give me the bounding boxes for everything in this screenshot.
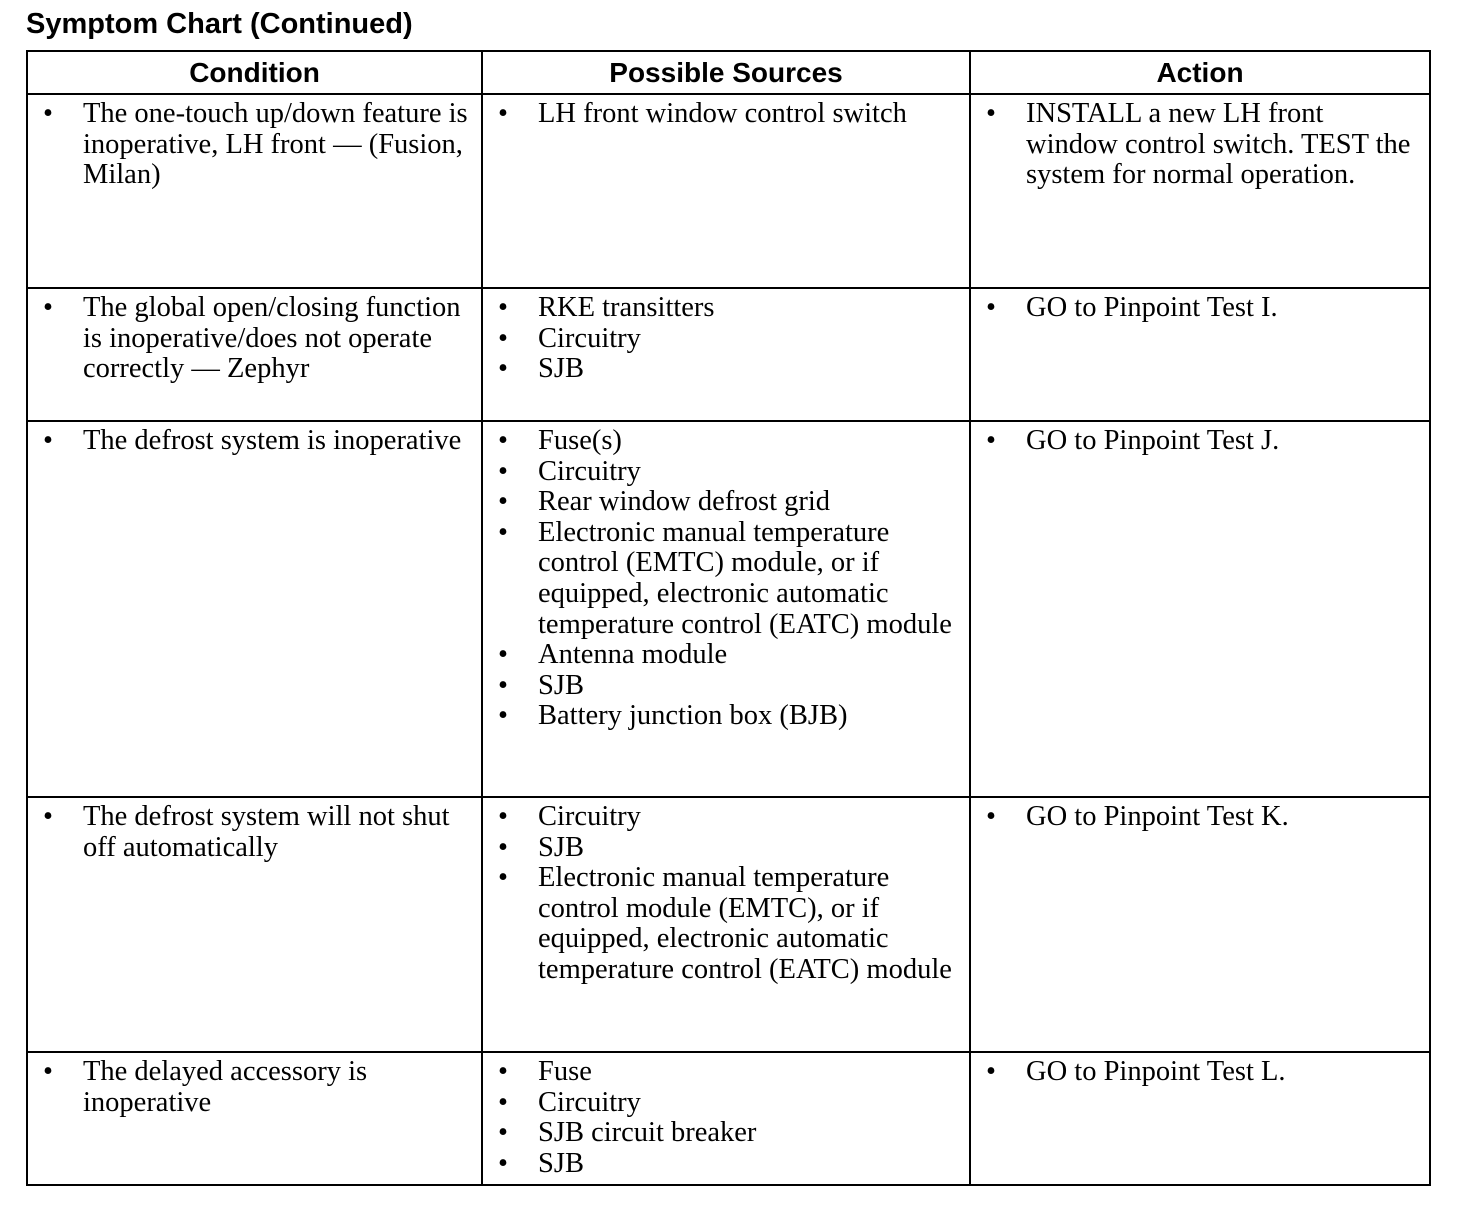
list-item xyxy=(28,426,471,457)
source-text: Circuitry xyxy=(538,455,641,487)
bullet-icon: • xyxy=(986,98,996,129)
source-text: Fuse(s) xyxy=(538,425,622,456)
list-item xyxy=(28,99,471,191)
table-row xyxy=(27,94,1430,288)
bullet-icon: • xyxy=(986,801,996,832)
condition-text: The delayed accessory is inoperative xyxy=(83,1056,368,1118)
list-item xyxy=(483,671,959,702)
list-item xyxy=(483,833,959,864)
action-text: GO to Pinpoint Test K. xyxy=(1026,801,1289,832)
bullet-icon: • xyxy=(498,1147,508,1179)
condition-text: The one-touch up/down feature is inoperative, LH front — (Fusion, Milan) xyxy=(83,98,468,191)
bullet-icon: • xyxy=(43,292,53,323)
sources-list xyxy=(483,289,969,389)
action-cell xyxy=(970,1052,1430,1185)
condition-cell xyxy=(27,421,482,797)
bullet-icon: • xyxy=(498,486,508,518)
sources-cell xyxy=(482,421,970,797)
source-text: SJB xyxy=(538,669,584,701)
bullet-icon: • xyxy=(986,292,996,323)
bullet-icon: • xyxy=(498,1117,508,1149)
list-item xyxy=(483,99,959,130)
bullet-icon: • xyxy=(498,669,508,701)
list-item xyxy=(483,324,959,355)
source-text: SJB circuit breaker xyxy=(538,1117,757,1149)
bullet-icon: • xyxy=(498,353,508,385)
bullet-icon: • xyxy=(43,1056,53,1087)
bullet-icon: • xyxy=(986,1056,996,1087)
condition-list xyxy=(28,1053,481,1122)
action-text: GO to Pinpoint Test I. xyxy=(1026,292,1278,323)
header-condition: Condition xyxy=(27,51,482,94)
list-item xyxy=(483,457,959,488)
symptom-chart-table xyxy=(26,50,1431,1186)
bullet-icon: • xyxy=(498,801,508,832)
list-item xyxy=(483,863,959,985)
action-text: INSTALL a new LH front window control switch. TEST the system for normal operation. xyxy=(1026,98,1411,191)
list-item xyxy=(483,426,959,457)
source-text: Antenna module xyxy=(538,639,728,671)
source-text: SJB xyxy=(538,831,584,863)
action-list xyxy=(971,798,1429,837)
sources-list xyxy=(483,95,969,134)
bullet-icon: • xyxy=(498,831,508,863)
list-item xyxy=(483,354,959,385)
source-text: Circuitry xyxy=(538,322,641,354)
source-text: Rear window defrost grid xyxy=(538,486,831,518)
condition-text: The defrost system will not shut off automatically xyxy=(83,801,450,863)
action-text: GO to Pinpoint Test L. xyxy=(1026,1056,1286,1087)
bullet-icon: • xyxy=(43,801,53,832)
condition-list xyxy=(28,422,481,461)
table-row xyxy=(27,797,1430,1052)
condition-cell xyxy=(27,1052,482,1185)
bullet-icon: • xyxy=(498,1086,508,1118)
table-row xyxy=(27,1052,1430,1185)
sources-cell xyxy=(482,1052,970,1185)
bullet-icon: • xyxy=(43,425,53,456)
list-item xyxy=(28,293,471,385)
source-text: LH front window control switch xyxy=(538,98,907,129)
source-text: Fuse xyxy=(538,1056,592,1087)
source-text: RKE transitters xyxy=(538,292,715,323)
list-item xyxy=(971,426,1419,457)
action-cell xyxy=(970,94,1430,288)
list-item xyxy=(483,1118,959,1149)
list-item xyxy=(483,487,959,518)
condition-text: The defrost system is inoperative xyxy=(83,425,462,456)
list-item xyxy=(483,701,959,732)
bullet-icon: • xyxy=(498,455,508,487)
sources-list xyxy=(483,422,969,736)
source-text: Electronic manual temperature control (EMTC) module, or if equipped, electronic automatic temperature control (EATC) module xyxy=(538,516,952,640)
bullet-icon: • xyxy=(498,516,508,548)
source-text: SJB xyxy=(538,353,584,385)
bullet-icon: • xyxy=(498,322,508,354)
condition-list xyxy=(28,289,481,389)
bullet-icon: • xyxy=(498,862,508,894)
action-list xyxy=(971,1053,1429,1092)
sources-list xyxy=(483,798,969,990)
list-item xyxy=(28,1057,471,1118)
page-title: Symptom Chart (Continued) xyxy=(26,8,413,40)
bullet-icon: • xyxy=(498,1056,508,1087)
condition-text: The global open/closing function is inoperative/does not operate correctly — Zephyr xyxy=(83,292,461,385)
source-text: Circuitry xyxy=(538,1086,641,1118)
condition-cell xyxy=(27,94,482,288)
bullet-icon: • xyxy=(498,98,508,129)
bullet-icon: • xyxy=(43,98,53,129)
sources-cell xyxy=(482,94,970,288)
list-item xyxy=(28,802,471,863)
condition-list xyxy=(28,95,481,195)
table-row xyxy=(27,288,1430,421)
bullet-icon: • xyxy=(498,700,508,732)
list-item xyxy=(483,1057,959,1088)
bullet-icon: • xyxy=(498,639,508,671)
list-item xyxy=(971,802,1419,833)
sources-cell xyxy=(482,288,970,421)
condition-cell xyxy=(27,288,482,421)
table-header-row xyxy=(27,51,1430,94)
list-item xyxy=(483,293,959,324)
header-possible-sources: Possible Sources xyxy=(482,51,970,94)
action-list xyxy=(971,95,1429,195)
sources-list xyxy=(483,1053,969,1183)
action-list xyxy=(971,422,1429,461)
action-cell xyxy=(970,288,1430,421)
list-item xyxy=(483,1088,959,1119)
bullet-icon: • xyxy=(498,425,508,456)
bullet-icon: • xyxy=(986,425,996,456)
table-row xyxy=(27,421,1430,797)
list-item xyxy=(483,518,959,640)
list-item xyxy=(971,99,1419,191)
condition-list xyxy=(28,798,481,867)
list-item xyxy=(483,1149,959,1180)
list-item xyxy=(971,293,1419,324)
source-text: SJB xyxy=(538,1147,584,1179)
header-action: Action xyxy=(970,51,1430,94)
list-item xyxy=(971,1057,1419,1088)
source-text: Circuitry xyxy=(538,801,641,832)
source-text: Battery junction box (BJB) xyxy=(538,700,848,732)
action-cell xyxy=(970,797,1430,1052)
action-list xyxy=(971,289,1429,328)
action-cell xyxy=(970,421,1430,797)
sources-cell xyxy=(482,797,970,1052)
condition-cell xyxy=(27,797,482,1052)
action-text: GO to Pinpoint Test J. xyxy=(1026,425,1280,456)
bullet-icon: • xyxy=(498,292,508,323)
list-item xyxy=(483,802,959,833)
list-item xyxy=(483,640,959,671)
source-text: Electronic manual temperature control module (EMTC), or if equipped, electronic automatic temperature control (EATC) module xyxy=(538,862,952,985)
